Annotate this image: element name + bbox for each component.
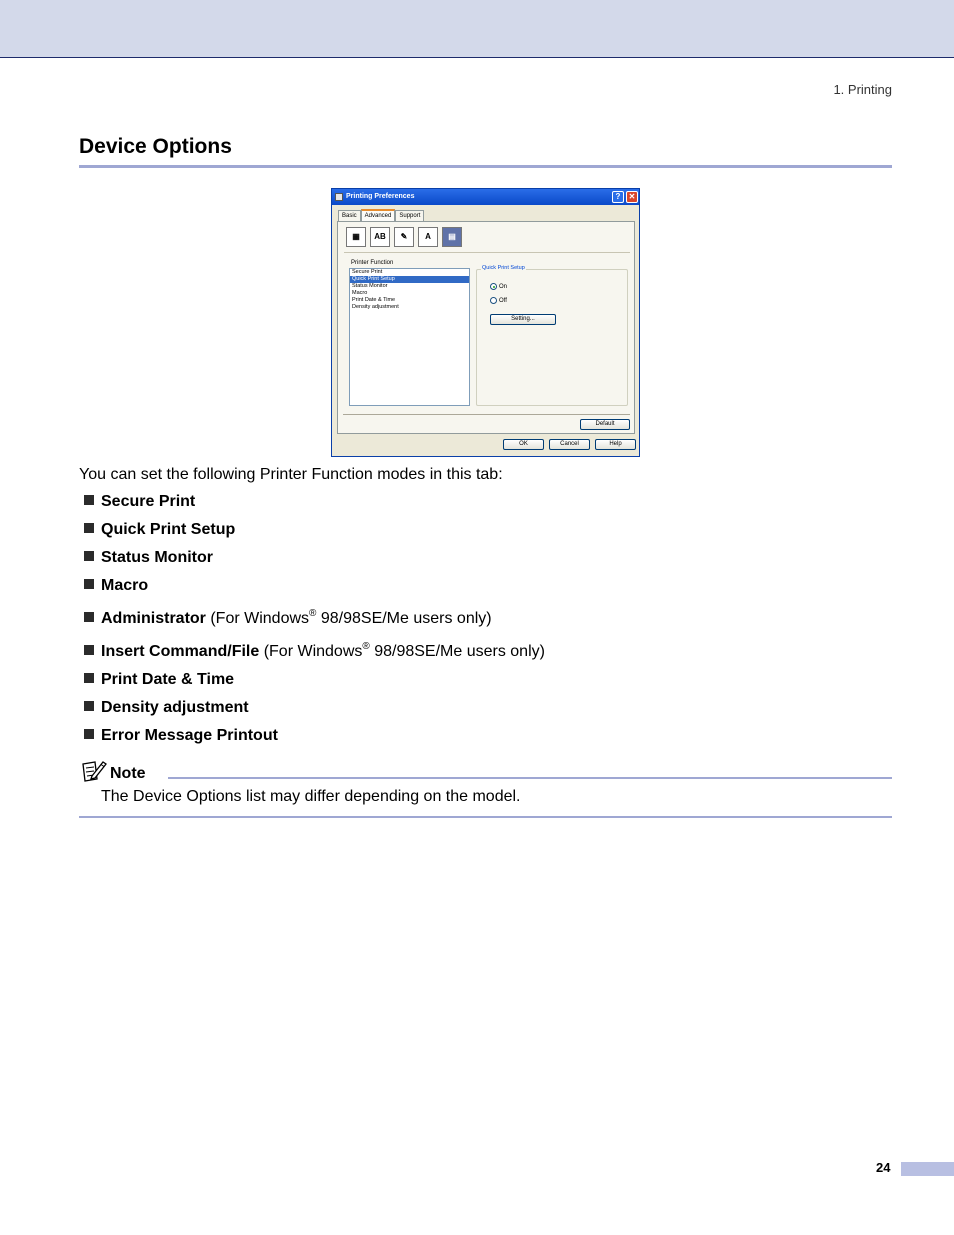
help-icon[interactable]: ? [612, 191, 624, 203]
printer-function-label: Printer Function [351, 260, 394, 266]
list-item-print-date-time [84, 671, 234, 693]
mode-label: Error Message Printout [101, 727, 278, 744]
quick-print-setup-label: Quick Print Setup [482, 265, 525, 271]
mode-label: Secure Print [101, 493, 196, 510]
bullet-square-icon [84, 579, 94, 589]
page-tab-marker [901, 1162, 954, 1176]
list-item[interactable]: Status Monitor [352, 283, 388, 289]
help-button[interactable]: Help [595, 439, 636, 450]
bullet-square-icon [84, 523, 94, 533]
list-item-insert-command [84, 643, 545, 665]
bullet-square-icon [84, 729, 94, 739]
close-icon[interactable]: ✕ [626, 191, 638, 203]
page-title: Device Options [79, 135, 232, 158]
tab-advanced[interactable]: Advanced [361, 209, 396, 221]
device-options-icon[interactable]: ▤ [442, 227, 462, 247]
tab-support[interactable]: Support [395, 210, 424, 221]
header-band [0, 0, 954, 58]
list-item-error-message-printout [84, 727, 278, 749]
cancel-button[interactable]: Cancel [549, 439, 590, 450]
mode-note: (For Windows [259, 643, 363, 660]
intro-text: You can set the following Printer Function modes in this tab: [79, 466, 503, 483]
bullet-square-icon [84, 551, 94, 561]
mode-label: Quick Print Setup [101, 521, 236, 538]
bullet-square-icon [84, 612, 94, 622]
radio-off-row[interactable] [490, 297, 507, 304]
mode-label: Status Monitor [101, 549, 213, 566]
mode-note: 98/98SE/Me users only) [316, 610, 492, 627]
note-label: Note [110, 765, 146, 782]
print-quality-icon[interactable]: ▦ [346, 227, 366, 247]
radio-on[interactable] [490, 283, 497, 290]
note-bottom-divider [79, 816, 892, 818]
mode-note: 98/98SE/Me users only) [369, 643, 545, 660]
list-item[interactable]: Density adjustment [352, 304, 399, 310]
page-number: 24 [876, 1160, 891, 1175]
duplex-icon[interactable]: AB [370, 227, 390, 247]
list-item[interactable]: Macro [352, 290, 368, 296]
list-item-status-monitor [84, 549, 213, 571]
dialog-title-bar [332, 189, 639, 205]
list-item-secure-print [84, 493, 195, 515]
mode-label: Print Date & Time [101, 671, 235, 688]
mode-label: Macro [101, 577, 149, 594]
chapter-label: 1. Printing [833, 82, 892, 97]
bullet-square-icon [84, 673, 94, 683]
list-item-density-adjustment [84, 699, 249, 721]
list-item-selected[interactable]: Quick Print Setup [350, 276, 469, 283]
mode-note: (For Windows [205, 610, 310, 627]
note-pencil-icon [81, 759, 107, 783]
mode-label: Density adjustment [101, 699, 249, 716]
quick-print-setup-group [476, 265, 628, 406]
list-item[interactable]: Print Date & Time [352, 297, 396, 303]
radio-off-label: Off [499, 297, 507, 304]
watermark-icon[interactable]: ✎ [394, 227, 414, 247]
radio-on-row[interactable] [490, 283, 507, 290]
mode-label: Insert Command/File [101, 643, 260, 660]
list-item-quick-print-setup [84, 521, 235, 543]
list-item[interactable]: Secure Print [352, 269, 383, 275]
radio-off[interactable] [490, 297, 497, 304]
title-divider [79, 165, 892, 168]
default-button[interactable]: Default [580, 419, 630, 430]
feature-icon-row [346, 227, 462, 247]
bullet-square-icon [84, 495, 94, 505]
printer-icon [335, 193, 343, 201]
printer-function-list[interactable] [349, 268, 470, 406]
dialog-tabs [338, 209, 424, 221]
tab-basic[interactable]: Basic [338, 210, 361, 221]
mode-label: Administrator [101, 610, 206, 627]
note-divider [168, 777, 892, 779]
ok-button[interactable]: OK [503, 439, 544, 450]
setting-button[interactable]: Setting... [490, 314, 556, 325]
registered-mark: ® [309, 608, 317, 619]
dialog-title: Printing Preferences [346, 193, 415, 200]
note-text: The Device Options list may differ depending on the model. [101, 788, 521, 805]
printing-preferences-dialog [331, 188, 640, 457]
icon-row-divider [344, 252, 630, 253]
bullet-square-icon [84, 701, 94, 711]
panel-bottom-divider [343, 414, 630, 415]
list-item-macro [84, 577, 148, 599]
bullet-square-icon [84, 645, 94, 655]
list-item-administrator [84, 610, 492, 632]
registered-mark: ® [362, 641, 370, 652]
radio-on-label: On [499, 283, 508, 290]
page-setting-icon[interactable]: A [418, 227, 438, 247]
advanced-tab-panel [337, 221, 635, 434]
